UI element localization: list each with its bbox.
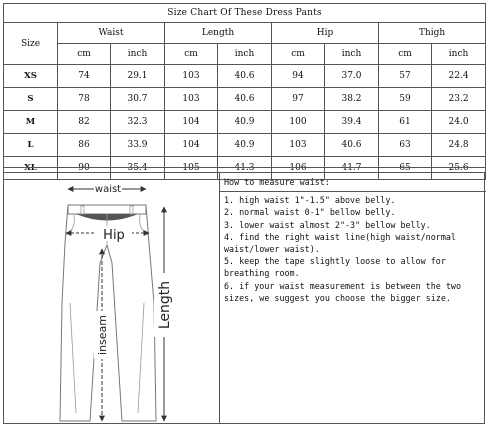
group-header-hip: Hip <box>272 23 379 44</box>
table-cell: 29.1 <box>111 65 165 88</box>
table-cell: 82 <box>58 111 111 134</box>
table-cell: 40.6 <box>218 65 272 88</box>
table-cell: 103 <box>165 88 218 111</box>
measure-panel <box>3 172 485 424</box>
table-cell: 24.8 <box>432 134 486 157</box>
table-cell: 40.9 <box>218 111 272 134</box>
length-label: Length <box>157 280 173 330</box>
table-cell: 22.4 <box>432 65 486 88</box>
instruction-step: 5. keep the tape slightly loose to allow for breathing room. <box>224 256 446 279</box>
table-cell: 40.6 <box>218 88 272 111</box>
hip-label: Hip <box>103 228 125 243</box>
waist-label: waist <box>94 184 122 195</box>
size-column-header: Size <box>4 23 58 65</box>
table-cell: 23.2 <box>432 88 486 111</box>
instruction-step: 2. normal waist 0-1" bellow belly. <box>224 207 396 218</box>
table-cell: 37.0 <box>325 65 379 88</box>
table-cell: 32.3 <box>111 111 165 134</box>
table-cell: 63 <box>379 134 432 157</box>
table-cell: 105 <box>165 157 218 180</box>
size-cell: XL <box>4 157 58 180</box>
table-cell: 40.9 <box>218 134 272 157</box>
table-cell: 65 <box>379 157 432 180</box>
table-cell: 25.6 <box>432 157 486 180</box>
table-cell: 78 <box>58 88 111 111</box>
table-cell: 94 <box>272 65 325 88</box>
unit-header: inch <box>325 44 379 65</box>
instruction-step: 4. find the right waist line(high waist/normal waist/lower waist). <box>224 231 456 255</box>
table-cell: 41.3 <box>218 157 272 180</box>
table-cell: 104 <box>165 111 218 134</box>
unit-header: inch <box>218 44 272 65</box>
table-cell: 97 <box>272 88 325 111</box>
unit-header: cm <box>58 44 111 65</box>
table-row <box>4 134 486 157</box>
table-cell: 39.4 <box>325 111 379 134</box>
panel-divider <box>219 173 220 423</box>
instruction-step: 1. high waist 1"-1.5" above belly. <box>224 195 396 206</box>
unit-header: inch <box>111 44 165 65</box>
how-to-measure <box>224 176 482 304</box>
waistband <box>68 205 146 214</box>
unit-header: cm <box>379 44 432 65</box>
size-cell: M <box>4 111 58 134</box>
table-cell: 38.2 <box>325 88 379 111</box>
size-cell: L <box>4 134 58 157</box>
table-cell: 103 <box>165 65 218 88</box>
section-divider <box>3 167 485 169</box>
table-cell: 86 <box>58 134 111 157</box>
table-cell: 40.6 <box>325 134 379 157</box>
how-to-title: How to measure waist: <box>224 177 330 187</box>
table-row <box>4 111 486 134</box>
table-cell: 33.9 <box>111 134 165 157</box>
instruction-step: 3. lower waist almost 2"-3" bellow belly. <box>224 219 431 230</box>
group-header-waist: Waist <box>58 23 165 44</box>
table-cell: 100 <box>272 111 325 134</box>
table-cell: 41.7 <box>325 157 379 180</box>
table-title: Size Chart Of These Dress Pants <box>4 4 486 23</box>
size-chart-table <box>3 3 486 180</box>
inseam-label: inseam <box>96 315 109 355</box>
pants-measurement-diagram <box>4 173 219 423</box>
table-cell: 104 <box>165 134 218 157</box>
table-cell: 90 <box>58 157 111 180</box>
table-cell: 74 <box>58 65 111 88</box>
table-cell: 106 <box>272 157 325 180</box>
table-cell: 61 <box>379 111 432 134</box>
table-cell: 35.4 <box>111 157 165 180</box>
how-to-divider <box>219 191 486 192</box>
size-cell: XS <box>4 65 58 88</box>
table-cell: 24.0 <box>432 111 486 134</box>
table-cell: 103 <box>272 134 325 157</box>
unit-header: inch <box>432 44 486 65</box>
table-cell: 59 <box>379 88 432 111</box>
table-cell: 57 <box>379 65 432 88</box>
unit-header: cm <box>272 44 325 65</box>
group-header-length: Length <box>165 23 272 44</box>
size-cell: S <box>4 88 58 111</box>
unit-header: cm <box>165 44 218 65</box>
table-row <box>4 65 486 88</box>
table-row <box>4 88 486 111</box>
table-cell: 30.7 <box>111 88 165 111</box>
group-header-thigh: Thigh <box>379 23 486 44</box>
instruction-step: 6. if your waist measurement is between the two sizes, we suggest you choose the bigger size. <box>224 280 461 303</box>
